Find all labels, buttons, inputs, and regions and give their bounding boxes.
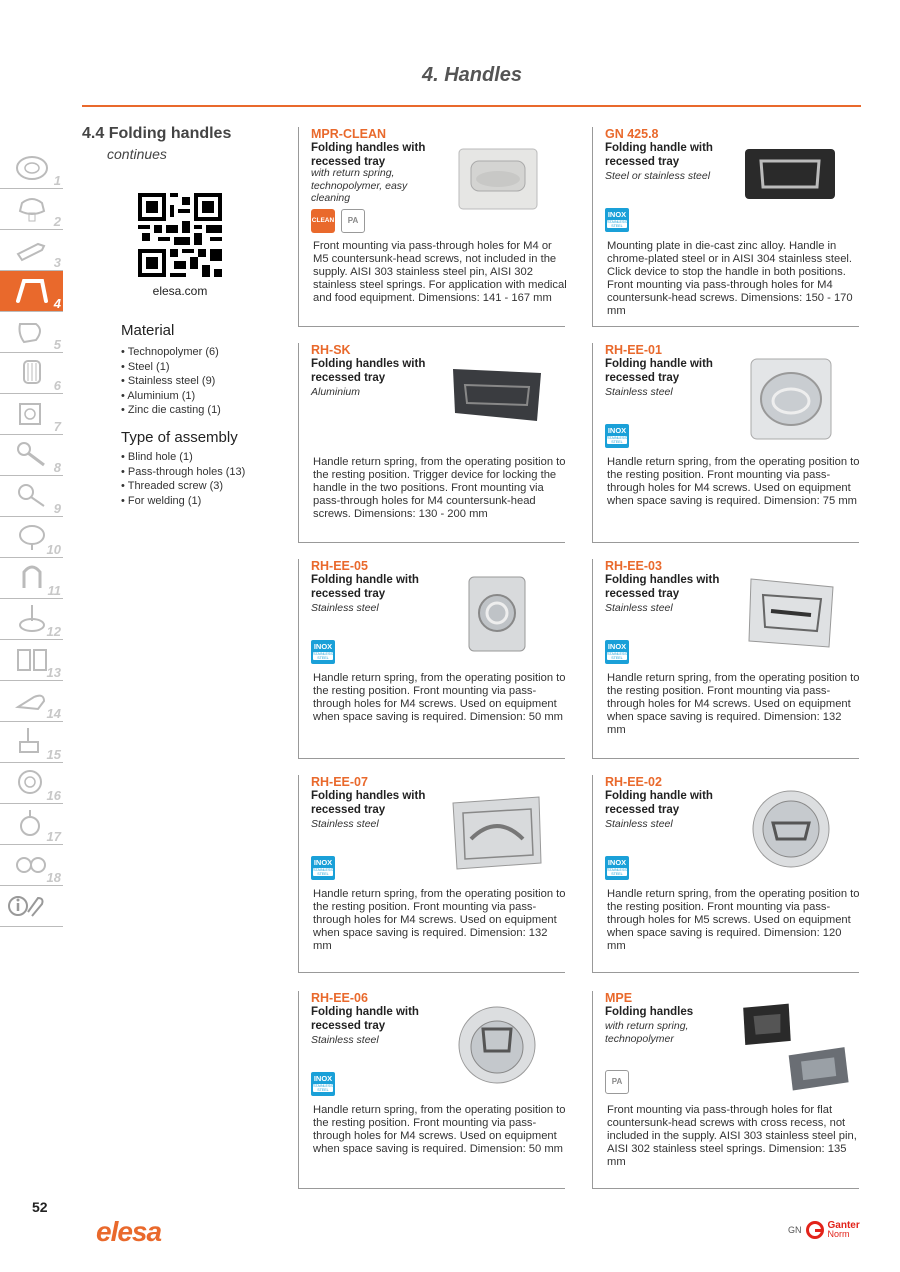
assembly-heading: Type of assembly	[121, 429, 238, 446]
chapter-tab-16[interactable]: 16	[0, 763, 63, 804]
product-code: RH-EE-06	[311, 991, 368, 1005]
product-image	[447, 783, 557, 873]
caster-icon	[14, 808, 50, 838]
product-description: Mounting plate in die-cast zinc alloy. Handle in chrome-plated steel or in AISI 304 stainless steel. Click device to stop the handle in both positions. Front mounting via pass-through holes for M4 countersunk-head screws. Dimensions: 150 - 170 mm	[607, 240, 853, 317]
list-item: • Stainless steel (9)	[121, 374, 221, 389]
product-name: Folding handle with recessed tray	[311, 1006, 419, 1032]
product-material: Stainless steel	[605, 602, 673, 614]
product-name: Folding handles with recessed tray	[311, 790, 426, 816]
product-code: RH-EE-02	[605, 775, 662, 789]
list-item: • Pass-through holes (13)	[121, 465, 245, 480]
clean-badge: CLEAN	[311, 209, 335, 233]
product-material: Aluminium	[311, 386, 361, 398]
plunger-icon	[14, 439, 50, 469]
product-material: Stainless steel	[311, 818, 379, 830]
ganter-logo-mark-icon	[806, 1221, 824, 1239]
chapter-tab-17[interactable]: 17	[0, 804, 63, 845]
product-description: Handle return spring, from the operating position to the resting position. Trigger device for locking the handle in the two positions. Front mounting via pass-through holes for M4 countersunk-head screws. Dimensions: 130 - 200 mm	[313, 456, 566, 520]
section-subtitle: continues	[107, 146, 167, 162]
product-description: Handle return spring, from the operating position to the resting position. Front mounting via pass-through holes for M4 screws. Used on equipment when space saving is required. Dimension: 132 mm	[607, 672, 860, 736]
product-material: Stainless steel	[311, 1034, 379, 1046]
chapter-tabs	[0, 148, 63, 940]
product-card-rh-ee-03[interactable]	[592, 559, 859, 759]
foot-icon	[14, 521, 50, 551]
elesa-logo: elesa	[96, 1216, 162, 1247]
latch-icon	[14, 685, 50, 715]
chapter-tab-13[interactable]: 13	[0, 640, 63, 681]
grip-icon	[14, 316, 50, 346]
chapter-tab-11[interactable]: 11	[0, 558, 63, 599]
chapter-title: 4. Handles	[421, 64, 522, 86]
list-item: • Aluminium (1)	[121, 389, 221, 404]
chapter-tab-4[interactable]: 4	[0, 271, 63, 312]
header-rule	[82, 105, 861, 107]
product-name: Folding handle with recessed tray	[605, 142, 713, 168]
hinge-icon	[14, 644, 50, 674]
material-heading: Material	[121, 322, 175, 339]
material-list	[121, 345, 221, 418]
product-image	[447, 567, 557, 657]
chapter-tab-15[interactable]: 15	[0, 722, 63, 763]
product-code: RH-EE-05	[311, 559, 368, 573]
lever-icon	[14, 234, 50, 264]
list-item: • Steel (1)	[121, 360, 221, 375]
chapter-tab-10[interactable]: 10	[0, 517, 63, 558]
product-description: Handle return spring, from the operating position to the resting position. Front mounting via pass-through holes for M4 screws. Used on equipment when space saving is required. Dimension: 50 mm	[313, 1104, 566, 1155]
product-image	[741, 135, 851, 225]
product-material: with return spring, technopolymer, easy cleaning	[311, 167, 408, 204]
section-title: 4.4 Folding handles	[82, 125, 232, 142]
product-name: Folding handles with recessed tray	[311, 142, 426, 168]
product-description: Handle return spring, from the operating position to the resting position. Front mounting via pass-through holes for M4 screws. Used on equipment when space saving is required. Dimension: 132 mm	[313, 888, 566, 952]
inox-badge: INOX STAINLESS STEEL	[605, 424, 629, 448]
toggle-clamp-icon	[14, 726, 50, 756]
product-image	[451, 999, 561, 1089]
product-code: RH-EE-03	[605, 559, 662, 573]
product-code: RH-EE-07	[311, 775, 368, 789]
chapter-tab-5[interactable]: 5	[0, 312, 63, 353]
list-item: • Threaded screw (3)	[121, 479, 245, 494]
handle-icon	[14, 275, 50, 305]
knob-wheel-icon	[14, 152, 50, 182]
product-image	[741, 567, 851, 657]
inox-badge: INOX STAINLESS STEEL	[605, 208, 629, 232]
ganter-norm-logo: GN Ganter Norm	[788, 1220, 860, 1239]
inox-badge: INOX STAINLESS STEEL	[605, 856, 629, 880]
qr-code[interactable]	[138, 193, 222, 277]
product-description: Handle return spring, from the operating position to the resting position. Front mounting via pass-through holes for M4 screws. Used on equipment when space saving is required. Dimension: 75 mm	[607, 456, 860, 507]
chapter-tab-12[interactable]: 12	[0, 599, 63, 640]
info-wrench-icon	[6, 890, 46, 922]
product-card-rh-sk[interactable]	[298, 343, 565, 543]
cap-icon	[14, 767, 50, 797]
product-image	[745, 783, 855, 873]
inox-badge: INOX STAINLESS STEEL	[605, 640, 629, 664]
product-name: Folding handle with recessed tray	[605, 358, 713, 384]
product-code: MPE	[605, 991, 633, 1005]
chapter-tab-8[interactable]: 8	[0, 435, 63, 476]
product-card-rh-ee-02[interactable]	[592, 775, 859, 973]
product-card-rh-ee-01[interactable]	[592, 343, 859, 543]
product-code: RH-EE-01	[605, 343, 662, 357]
product-material: Stainless steel	[605, 818, 673, 830]
product-name: Folding handle with recessed tray	[311, 574, 419, 600]
knob-icon	[14, 193, 50, 223]
product-code: GN 425.8	[605, 127, 659, 141]
product-card-rh-ee-05[interactable]	[298, 559, 565, 759]
eye-bolt-icon	[14, 480, 50, 510]
chapter-tab-info[interactable]	[0, 886, 63, 927]
product-image	[741, 351, 851, 441]
product-material: with return spring, technopolymer	[605, 1020, 689, 1045]
product-name: Folding handle with recessed tray	[605, 790, 713, 816]
product-image	[737, 993, 861, 1097]
inox-badge: INOX STAINLESS STEEL	[311, 1072, 335, 1096]
product-card-rh-ee-06[interactable]	[298, 991, 565, 1189]
chapter-tab-1[interactable]: 1	[0, 148, 63, 189]
pa-badge: PA	[605, 1070, 629, 1094]
qr-caption[interactable]: elesa.com	[152, 284, 208, 298]
product-image	[449, 357, 559, 447]
product-name: Folding handles with recessed tray	[311, 358, 426, 384]
chapter-tab-14[interactable]: 14	[0, 681, 63, 722]
product-material: Stainless steel	[605, 386, 673, 398]
chapter-tab-7[interactable]: 7	[0, 394, 63, 435]
chapter-tab-2[interactable]: 2	[0, 189, 63, 230]
inox-badge: INOX STAINLESS STEEL	[311, 856, 335, 880]
product-card-gn-425-8[interactable]	[592, 127, 859, 327]
product-card-mpe[interactable]	[592, 991, 859, 1189]
chapter-tab-6[interactable]: 6	[0, 353, 63, 394]
u-bolt-icon	[14, 562, 50, 592]
list-item: • Blind hole (1)	[121, 450, 245, 465]
chapter-tab-3[interactable]: 3	[0, 230, 63, 271]
product-card-rh-ee-07[interactable]	[298, 775, 565, 973]
inox-badge: INOX STAINLESS STEEL	[311, 640, 335, 664]
tube-clamp-icon	[14, 849, 50, 879]
product-image	[447, 135, 557, 225]
list-item: • Zinc die casting (1)	[121, 403, 221, 418]
product-code: MPR-CLEAN	[311, 127, 386, 141]
product-name: Folding handles with recessed tray	[605, 574, 720, 600]
product-description: Handle return spring, from the operating position to the resting position. Front mounting via pass-through holes for M5 screws. Used on equipment when space saving is required. Dimension: 120 mm	[607, 888, 860, 952]
chapter-tab-9[interactable]: 9	[0, 476, 63, 517]
product-card-mpr-clean[interactable]	[298, 127, 565, 327]
list-item: • For welding (1)	[121, 494, 245, 509]
product-material: Stainless steel	[311, 602, 379, 614]
chapter-tab-18[interactable]: 18	[0, 845, 63, 886]
product-description: Front mounting via pass-through holes for M4 or M5 countersunk-head screws, not included in the supply. AISI 303 stainless steel pin, AISI 302 stainless steel springs. For application with medical and food equipment. Dimensions: 141 - 167 mm	[313, 240, 567, 304]
page-number: 52	[32, 1199, 48, 1215]
leveling-foot-icon	[14, 603, 50, 633]
list-item: • Technopolymer (6)	[121, 345, 221, 360]
product-material: Steel or stainless steel	[605, 170, 711, 182]
product-description: Handle return spring, from the operating position to the resting position. Front mounting via pass-through holes for M4 screws. Used on equipment when space saving is required. Dimension: 50 mm	[313, 672, 566, 723]
product-name: Folding handles	[605, 1006, 694, 1018]
cylinder-knob-icon	[14, 357, 50, 387]
assembly-list	[121, 450, 245, 508]
pa-badge: PA	[341, 209, 365, 233]
product-description: Front mounting via pass-through holes for flat countersunk-head screws with cross recess, not included in the supply. AISI 303 stainless steel pin, AISI 302 stainless steel springs. Dimension: 135 mm	[607, 1104, 857, 1168]
clamp-icon	[14, 398, 50, 428]
product-code: RH-SK	[311, 343, 351, 357]
